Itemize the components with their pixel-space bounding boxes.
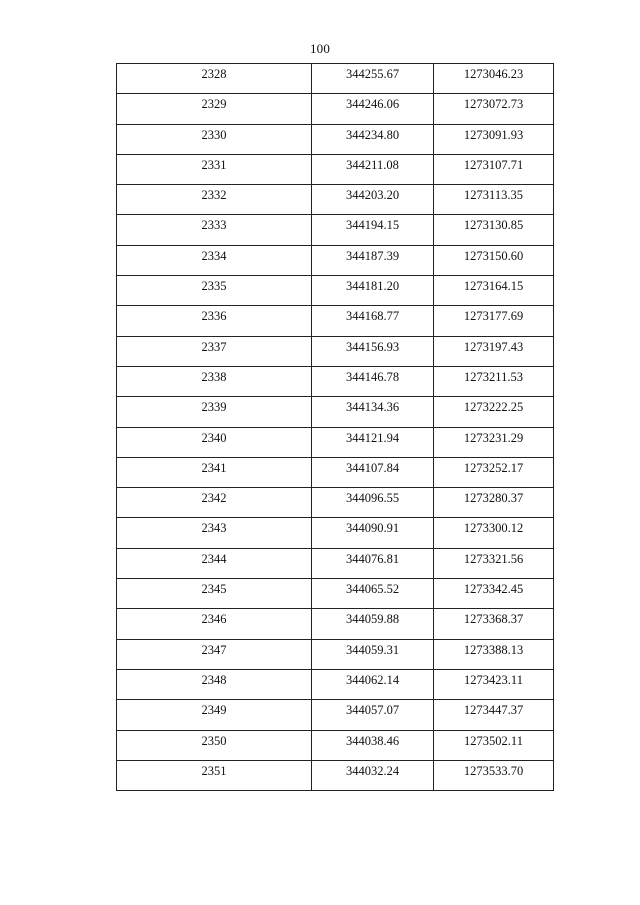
point-number-text: 2331 [201,157,227,172]
x-coordinate-cell [312,94,434,124]
point-number-cell [117,215,312,245]
y-coordinate-cell [434,457,554,487]
point-number-cell [117,64,312,94]
x-coordinate-cell [312,215,434,245]
x-coordinate-cell [312,760,434,790]
y-coordinate-text: 1273502.11 [464,733,523,748]
x-coordinate-cell [312,276,434,306]
point-number-cell [117,609,312,639]
point-number-text: 2333 [201,218,227,233]
point-number-text: 2350 [201,733,227,748]
x-coordinate-cell [312,336,434,366]
y-coordinate-cell [434,579,554,609]
x-coordinate-cell [312,548,434,578]
y-coordinate-cell [434,639,554,669]
point-number-cell [117,427,312,457]
point-number-cell [117,760,312,790]
point-number-cell [117,639,312,669]
y-coordinate-cell [434,64,554,94]
x-coordinate-cell [312,488,434,518]
y-coordinate-cell [434,488,554,518]
table-row [117,548,554,578]
point-number-cell [117,548,312,578]
point-number-text: 2344 [201,551,227,566]
x-coordinate-cell [312,366,434,396]
y-coordinate-cell [434,397,554,427]
point-number-cell [117,306,312,336]
y-coordinate-text: 1273177.69 [463,309,524,324]
y-coordinate-cell [434,609,554,639]
point-number-text: 2349 [201,703,227,718]
y-coordinate-cell [434,154,554,184]
table-row [117,700,554,730]
point-number-text: 2336 [201,309,227,324]
table-row [117,669,554,699]
y-coordinate-cell [434,336,554,366]
x-coordinate-cell [312,700,434,730]
x-coordinate-text: 344062.14 [345,672,400,687]
x-coordinate-text: 344168.77 [345,309,400,324]
point-number-text: 2334 [201,248,227,263]
y-coordinate-cell [434,700,554,730]
point-number-text: 2342 [201,491,227,506]
point-number-text: 2343 [201,521,227,536]
y-coordinate-text: 1273197.43 [463,339,524,354]
point-number-text: 2351 [201,763,227,778]
table-row [117,154,554,184]
point-number-cell [117,457,312,487]
table-row [117,730,554,760]
point-number-cell [117,730,312,760]
x-coordinate-text: 344121.94 [345,430,400,445]
point-number-text: 2341 [201,460,227,475]
point-number-text: 2329 [201,97,227,112]
point-number-cell [117,336,312,366]
y-coordinate-text: 1273252.17 [463,460,524,475]
x-coordinate-cell [312,669,434,699]
y-coordinate-text: 1273113.35 [464,188,523,203]
table-row [117,579,554,609]
y-coordinate-text: 1273072.73 [463,97,524,112]
table-row [117,336,554,366]
table-row [117,427,554,457]
x-coordinate-text: 344187.39 [345,248,400,263]
table-row [117,306,554,336]
point-number-cell [117,669,312,699]
x-coordinate-cell [312,579,434,609]
x-coordinate-cell [312,124,434,154]
x-coordinate-text: 344156.93 [345,339,400,354]
point-number-text: 2338 [201,369,227,384]
x-coordinate-text: 344065.52 [345,582,400,597]
y-coordinate-cell [434,94,554,124]
x-coordinate-cell [312,306,434,336]
y-coordinate-cell [434,124,554,154]
point-number-cell [117,154,312,184]
x-coordinate-text: 344096.55 [345,491,400,506]
y-coordinate-cell [434,245,554,275]
x-coordinate-text: 344246.06 [345,97,400,112]
y-coordinate-text: 1273321.56 [463,551,524,566]
point-number-text: 2337 [201,339,227,354]
table-row [117,124,554,154]
y-coordinate-text: 1273046.23 [463,67,524,81]
table-row [117,397,554,427]
x-coordinate-text: 344038.46 [345,733,400,748]
x-coordinate-text: 344059.88 [345,612,400,627]
table-row [117,639,554,669]
table-row [117,366,554,396]
table-row [117,185,554,215]
y-coordinate-cell [434,730,554,760]
x-coordinate-text: 344059.31 [345,642,400,657]
x-coordinate-text: 344203.20 [345,188,400,203]
y-coordinate-text: 1273388.13 [463,642,524,657]
table-row [117,488,554,518]
x-coordinate-text: 344255.67 [345,67,400,81]
y-coordinate-text: 1273533.70 [463,763,524,778]
table-row [117,64,554,94]
x-coordinate-cell [312,185,434,215]
x-coordinate-text: 344107.84 [345,460,400,475]
x-coordinate-text: 344134.36 [345,400,400,415]
point-number-text: 2347 [201,642,227,657]
x-coordinate-cell [312,730,434,760]
y-coordinate-text: 1273300.12 [463,521,524,536]
point-number-cell [117,579,312,609]
x-coordinate-text: 344211.08 [346,157,399,172]
y-coordinate-cell [434,185,554,215]
x-coordinate-cell [312,397,434,427]
point-number-cell [117,245,312,275]
x-coordinate-text: 344032.24 [345,763,400,778]
y-coordinate-text: 1273150.60 [463,248,524,263]
y-coordinate-cell [434,215,554,245]
point-number-cell [117,366,312,396]
y-coordinate-cell [434,518,554,548]
table-row [117,215,554,245]
y-coordinate-text: 1273211.53 [464,369,523,384]
y-coordinate-text: 1273342.45 [463,582,524,597]
x-coordinate-cell [312,457,434,487]
x-coordinate-cell [312,64,434,94]
point-number-cell [117,518,312,548]
y-coordinate-cell [434,760,554,790]
x-coordinate-text: 344076.81 [345,551,400,566]
point-number-text: 2345 [201,582,227,597]
coordinates-table [116,63,554,791]
y-coordinate-text: 1273091.93 [463,127,524,142]
point-number-text: 2328 [201,67,227,81]
point-number-cell [117,700,312,730]
y-coordinate-text: 1273130.85 [463,218,524,233]
table-row [117,245,554,275]
x-coordinate-text: 344181.20 [345,279,400,294]
point-number-text: 2339 [201,400,227,415]
y-coordinate-cell [434,427,554,457]
point-number-text: 2332 [201,188,227,203]
point-number-text: 2335 [201,279,227,294]
table-row [117,518,554,548]
x-coordinate-cell [312,639,434,669]
x-coordinate-text: 344234.80 [345,127,400,142]
point-number-cell [117,488,312,518]
point-number-cell [117,276,312,306]
y-coordinate-text: 1273447.37 [463,703,524,718]
y-coordinate-text: 1273368.37 [463,612,524,627]
table-row [117,760,554,790]
point-number-cell [117,124,312,154]
y-coordinate-text: 1273164.15 [463,279,524,294]
x-coordinate-text: 344194.15 [345,218,400,233]
y-coordinate-text: 1273107.71 [463,157,524,172]
point-number-cell [117,185,312,215]
y-coordinate-cell [434,366,554,396]
point-number-cell [117,94,312,124]
y-coordinate-cell [434,548,554,578]
y-coordinate-text: 1273423.11 [464,672,523,687]
point-number-text: 2348 [201,672,227,687]
table-row [117,276,554,306]
x-coordinate-text: 344146.78 [345,369,400,384]
coordinates-table-body [117,64,554,791]
y-coordinate-text: 1273280.37 [463,491,524,506]
point-number-cell [117,397,312,427]
x-coordinate-cell [312,245,434,275]
x-coordinate-cell [312,427,434,457]
point-number-text: 2330 [201,127,227,142]
table-row [117,457,554,487]
x-coordinate-cell [312,518,434,548]
y-coordinate-cell [434,306,554,336]
x-coordinate-cell [312,609,434,639]
y-coordinate-cell [434,276,554,306]
y-coordinate-text: 1273222.25 [463,400,524,415]
x-coordinate-cell [312,154,434,184]
x-coordinate-text: 344057.07 [345,703,400,718]
table-row [117,94,554,124]
y-coordinate-text: 1273231.29 [463,430,524,445]
y-coordinate-cell [434,669,554,699]
point-number-text: 2340 [201,430,227,445]
point-number-text: 2346 [201,612,227,627]
page-number: 100 [309,41,331,56]
x-coordinate-text: 344090.91 [345,521,400,536]
table-row [117,609,554,639]
